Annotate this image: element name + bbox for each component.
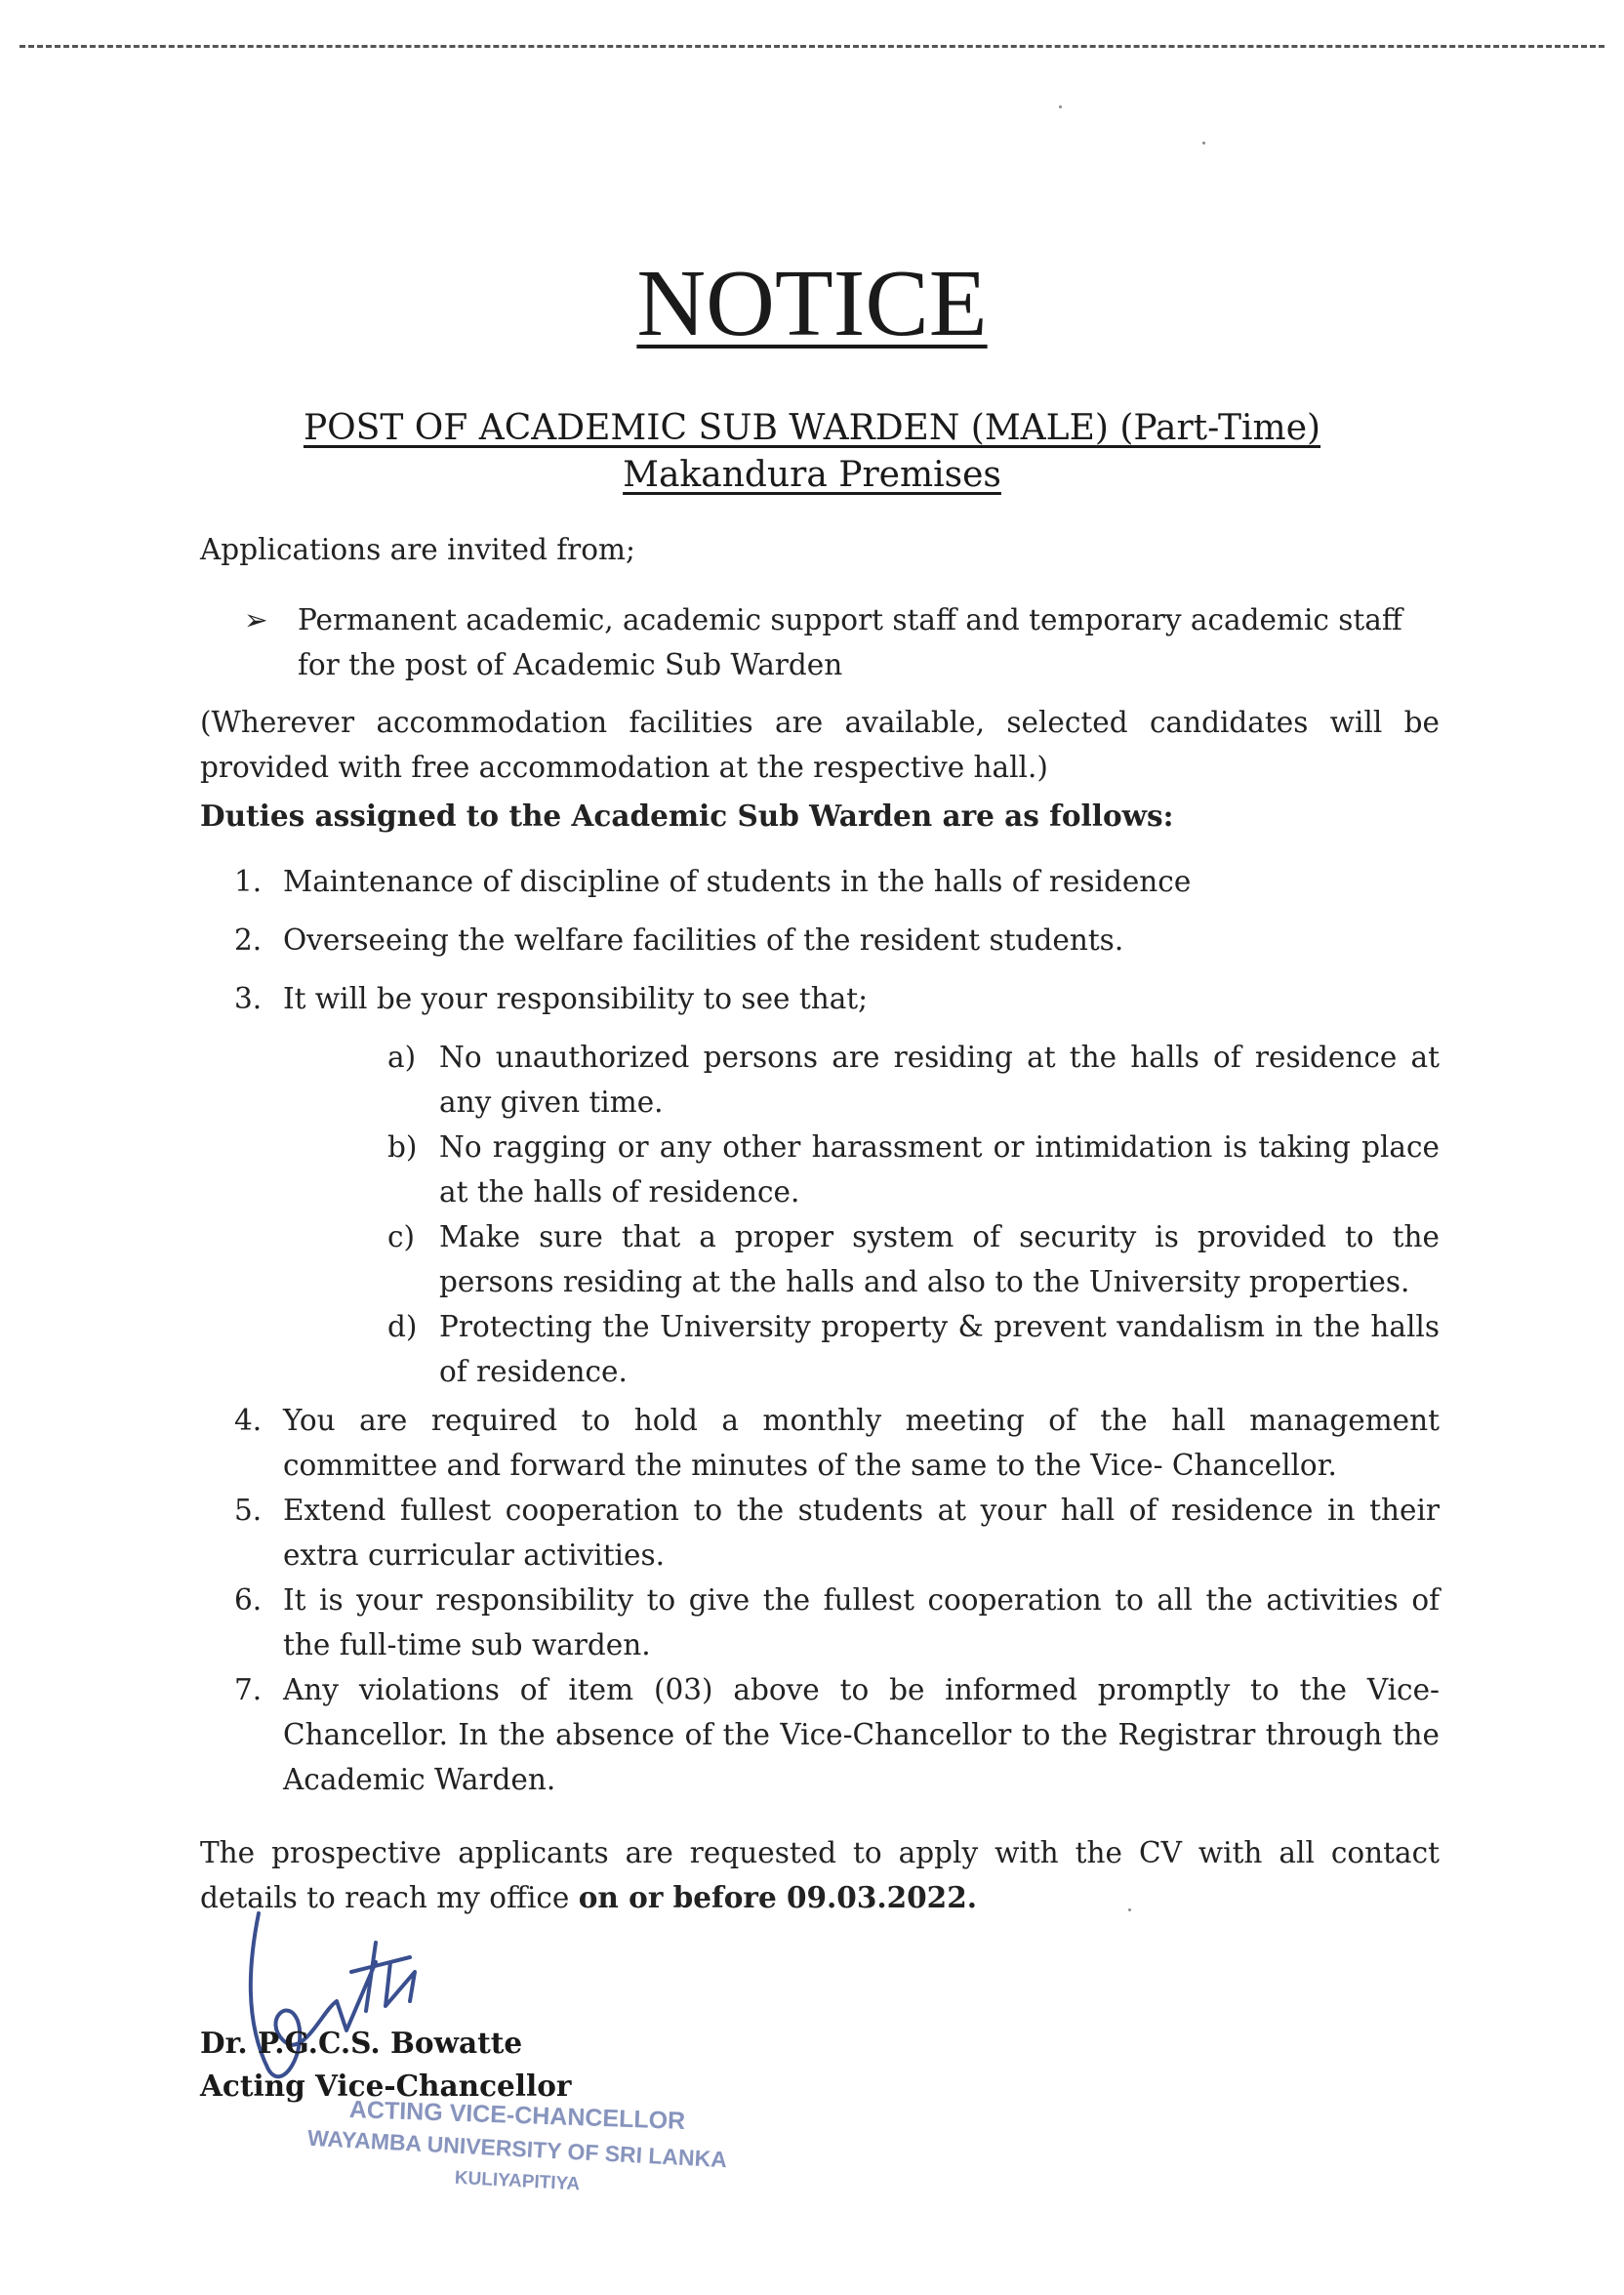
duties-heading: Duties assigned to the Academic Sub Warden are as follows: <box>200 799 1174 833</box>
duty-item: 5. Extend fullest cooperation to the students at your hall of residence in their extra curricular activities. <box>234 1494 1440 1572</box>
signatory-name: Dr. P.G.C.S. Bowatte <box>200 2026 523 2060</box>
stamp-line: KULIYAPITIYA <box>454 2167 581 2195</box>
closing-text: The prospective applicants are requested to apply with the CV with all contact details to reach my office <box>200 1836 1440 1914</box>
location-title: Makandura Premises <box>623 455 1001 495</box>
scan-speck <box>1202 142 1205 144</box>
accommodation-note: (Wherever accommodation facilities are available, selected candidates will be provided with free accommodation at the respective hall.) <box>200 706 1440 784</box>
notice-title: NOTICE <box>636 251 988 356</box>
post-title: POST OF ACADEMIC SUB WARDEN (MALE) (Part-Time) <box>303 408 1321 448</box>
stamp-line: WAYAMBA UNIVERSITY OF SRI LANKA <box>306 2124 728 2173</box>
sub-item: b) No ragging or any other harassment or intimidation is taking place at the halls of residence. <box>387 1130 1440 1209</box>
sub-item: d) Protecting the University property & prevent vandalism in the halls of residence. <box>387 1310 1440 1388</box>
scan-border-line <box>20 45 1604 48</box>
eligibility-bullet <box>244 597 1444 687</box>
arrow-bullet-icon: ➢ <box>244 603 268 636</box>
duty-item: 1. Maintenance of discipline of students in the halls of residence <box>234 865 1192 898</box>
duty-item: 4. You are required to hold a monthly meeting of the hall management committee and forward the minutes of the same to the Vice- Chancellor. <box>234 1404 1440 1482</box>
duty-item: 2. Overseeing the welfare facilities of the resident students. <box>234 923 1124 957</box>
official-stamp <box>283 2095 751 2226</box>
duties-list <box>200 859 1440 1802</box>
signatory-title: Acting Vice-Chancellor <box>200 2069 572 2103</box>
scan-speck <box>1059 105 1062 108</box>
sub-item: a) No unauthorized persons are residing at the halls of residence at any given time. <box>387 1041 1440 1119</box>
duty-item: 3. It will be your responsibility to see that; a) No unauthorized persons are residing at the halls of residence at any given time. b) No ragging or any other harassment or intimidation is taking place at the halls of residence. c) Make sure that a proper system of security is provided to the persons residing at the halls and also to the University properties. d) Protecting the University property & prevent vandalism in the halls of residence. <box>200 976 1440 1394</box>
eligibility-text: Permanent academic, academic support staff and temporary academic staff for the post of Academic Sub Warden <box>298 603 1402 681</box>
deadline: on or before 09.03.2022. <box>578 1880 977 1914</box>
duty-item: 7. Any violations of item (03) above to be informed promptly to the Vice-Chancellor. In the absence of the Vice-Chancellor to the Registrar through the Academic Warden. <box>234 1673 1440 1796</box>
sub-item: c) Make sure that a proper system of security is provided to the persons residing at the halls and also to the University properties. <box>387 1220 1440 1298</box>
stamp-line: ACTING VICE-CHANCELLOR <box>348 2095 686 2136</box>
duty-item: 6. It is your responsibility to give the fullest cooperation to all the activities of the full-time sub warden. <box>234 1583 1440 1661</box>
intro-text: Applications are invited from; <box>200 533 635 566</box>
responsibility-sublist <box>283 1035 1440 1394</box>
